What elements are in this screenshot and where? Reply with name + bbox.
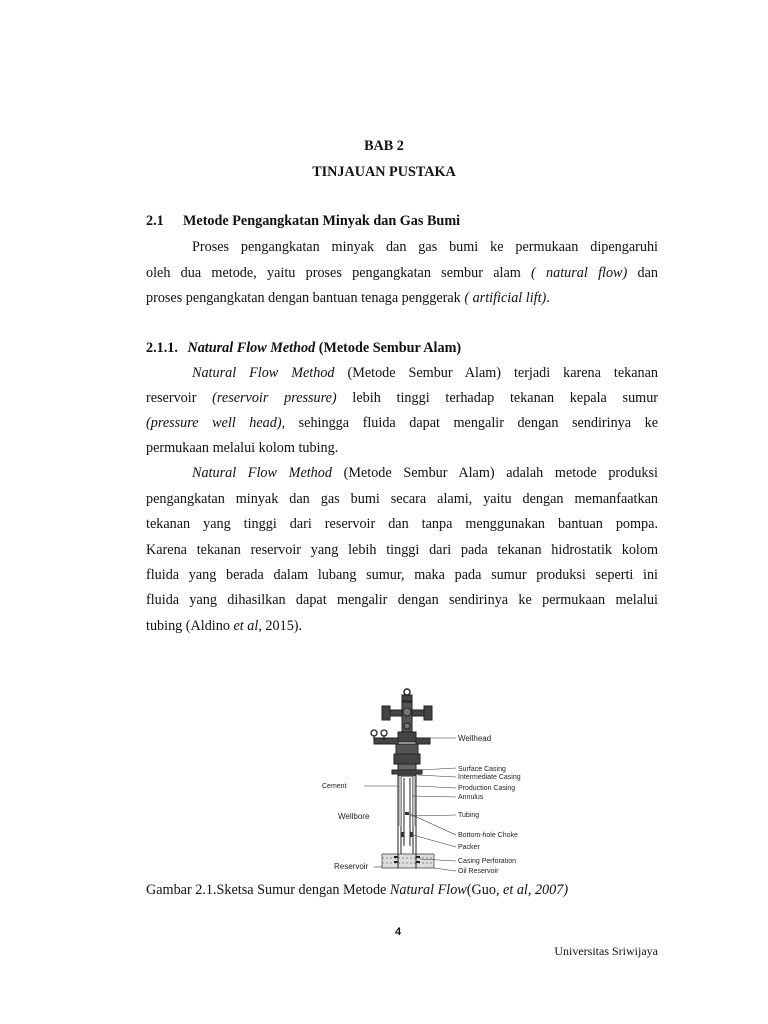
p3-line-3: tekanan yang tinggi dari reservoir dan tanpa menggunakan bantuan pompa. [146,516,658,532]
bottom-hole-choke [405,812,409,815]
label-wellhead: Wellhead [458,734,492,743]
p2-line-4: permukaan melalui kolom tubing. [146,440,339,456]
label-surface-casing: Surface Casing [458,766,506,773]
subsection-title-italic: Natural Flow Method [187,340,316,356]
label-reservoir: Reservoir [334,862,369,871]
page-number: 4 [394,926,402,938]
label-production-casing: Production Casing [458,785,516,792]
section-title: Metode Pengangkatan Minyak dan Gas Bumi [183,213,461,229]
p3-line-2: pengangkatan minyak dan gas bumi secara alami, yaitu dengan memanfaatkan [146,491,658,507]
p2-line-3: (pressure well head), sehingga fluida dapat mengalir dengan sendirinya ke [146,415,658,431]
label-cement: Cement [322,783,347,790]
christmas-tree [371,689,432,776]
chapter-title: TINJAUAN PUSTAKA [312,164,456,180]
label-intermediate-casing: Intermediate Casing [458,774,521,781]
label-casing-perforation: Casing Perforation [458,858,516,865]
packer [401,832,413,837]
subsection-number: 2.1.1. [146,340,178,356]
p3-line-1: Natural Flow Method (Metode Sembur Alam) adalah metode produksi [192,465,658,481]
p2-line-2: reservoir (reservoir pressure) lebih tinggi terhadap tekanan kepala sumur [146,390,659,406]
label-bottom-hole-choke: Bottom-hole Choke [458,832,518,839]
p3-line-4: Karena tekanan reservoir yang lebih tinggi dari pada tekanan hidrostatik kolom [146,542,658,558]
natural-flow-well-sketch [318,686,538,878]
chapter-number: BAB 2 [364,138,404,154]
p3-line-7: tubing (Aldino et al, 2015). [146,618,303,634]
p1-line-3: proses pengangkatan dengan bantuan tenaga penggerak ( artificial lift). [146,290,550,306]
label-tubing: Tubing [458,812,480,819]
p3-line-5: fluida yang berada dalam lubang sumur, maka pada sumur produksi seperti ini [146,567,658,583]
p1-line-1: Proses pengangkatan minyak dan gas bumi ke permukaan dipengaruhi [192,239,658,255]
label-wellbore: Wellbore [338,812,370,821]
subsection-title-rest: (Metode Sembur Alam) [318,340,462,356]
figure-caption: Gambar 2.1.Sketsa Sumur dengan Metode Natural Flow(Guo, et al, 2007) [146,882,569,898]
label-packer: Packer [458,844,480,851]
p1-line-2: oleh dua metode, yaitu proses pengangkatan sembur alam ( natural flow) dan [146,265,659,281]
subsection-heading [146,340,461,357]
label-annulus: Annulus [458,794,484,801]
footer-institution: Universitas Sriwijaya [554,944,658,958]
section-number: 2.1 [146,213,164,229]
p2-line-1: Natural Flow Method (Metode Sembur Alam) terjadi karena tekanan [192,365,658,381]
p3-line-6: fluida yang dihasilkan dapat mengalir dengan sendirinya ke permukaan melalui [146,592,658,608]
label-oil-reservoir: Oil Reservoir [458,868,499,875]
reservoir-zone [382,854,434,868]
